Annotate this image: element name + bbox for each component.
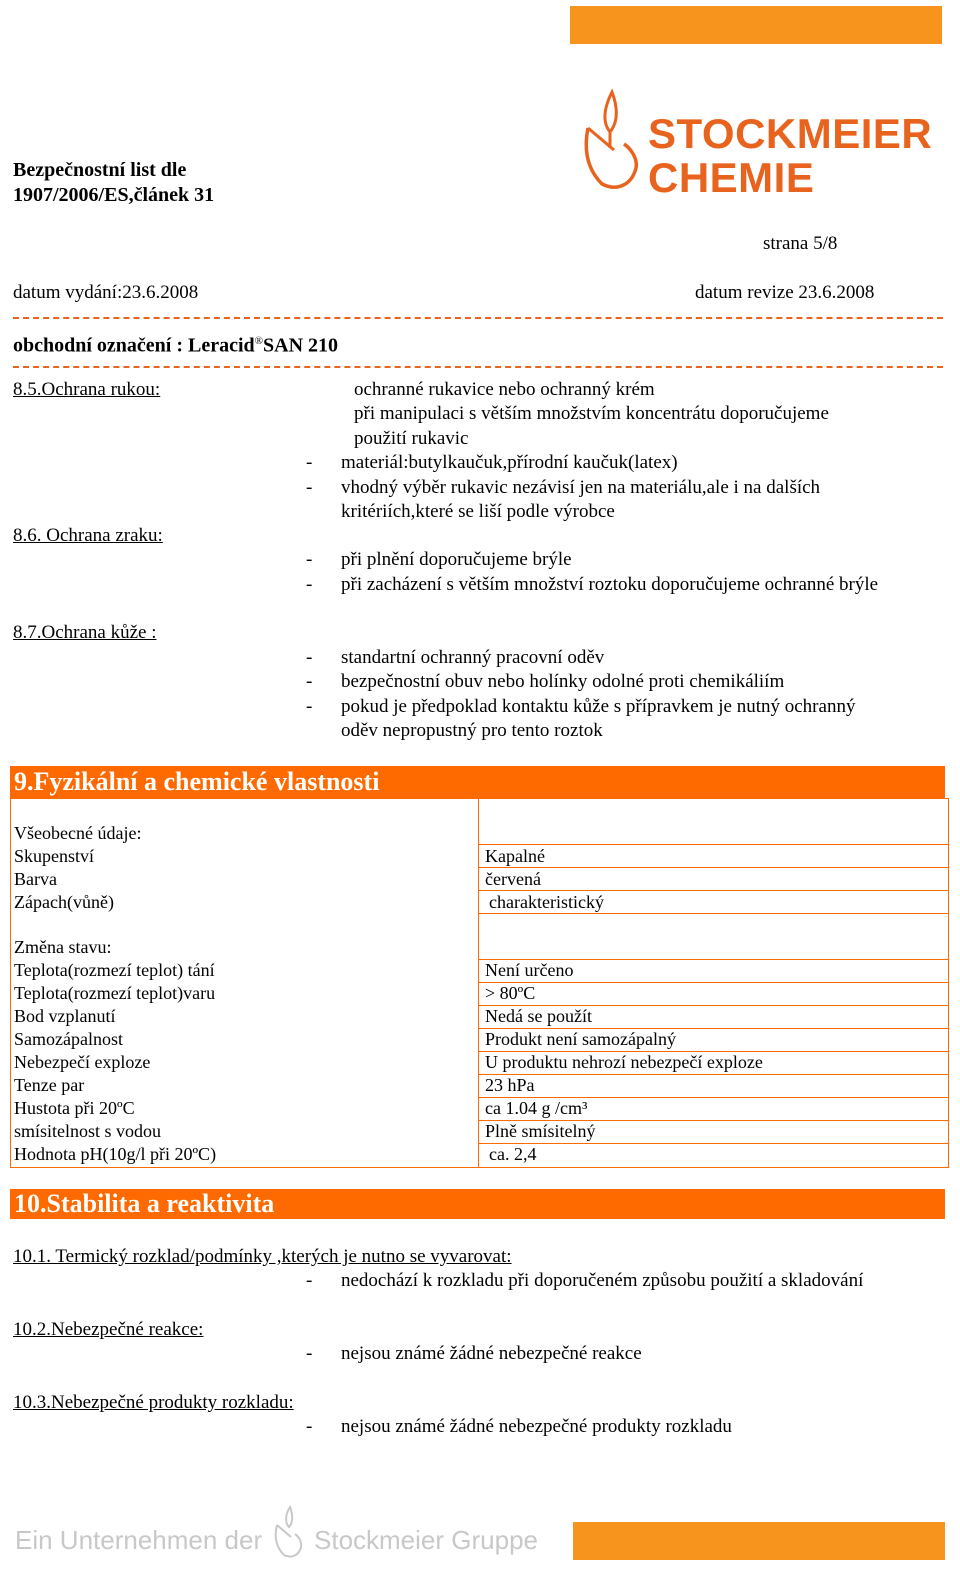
page-number: strana 5/8 [763, 233, 838, 254]
properties-table [10, 798, 949, 1168]
doc-title-line1: Bezpečnostní list dle [13, 159, 187, 181]
hazardous-reactions-label: 10.2.Nebezpečné reakce: [13, 1319, 204, 1340]
property-value: ca 1.04 g /cm³ [485, 1098, 588, 1118]
bullet-dash: - [306, 696, 313, 717]
property-value: Plně smísitelný [485, 1121, 596, 1141]
section-10-title: 10.Stabilita a reaktivita [14, 1189, 275, 1218]
property-label: Hustota při 20ºC [14, 1098, 135, 1118]
flask-leaf-icon [270, 1505, 304, 1561]
eyes-bullet: při zacházení s větším množství roztoku doporučujeme ochranné brýle [341, 574, 879, 595]
property-label: Nebezpečí exploze [14, 1052, 151, 1072]
table-row-line [478, 982, 948, 983]
section-10-header [10, 1189, 945, 1219]
logo-text-chemie: CHEMIE [648, 154, 815, 201]
registered-mark: ® [254, 335, 264, 347]
hands-text: použití rukavic [354, 428, 469, 449]
property-label: Barva [14, 869, 57, 889]
hands-text: ochranné rukavice nebo ochranný krém [354, 379, 655, 400]
property-label: Teplota(rozmezí teplot) tání [14, 960, 215, 980]
hands-bullet: kritériích,které se liší podle výrobce [341, 501, 615, 522]
property-label: smísitelnost s vodou [14, 1121, 162, 1141]
property-value: Není určeno [485, 960, 574, 980]
property-label: Zápach(vůně) [14, 892, 114, 912]
revision-date: datum revize 23.6.2008 [695, 282, 875, 303]
stability-bullet: nejsou známé žádné nebezpečné produkty rozkladu [341, 1416, 732, 1437]
general-heading: Všeobecné údaje: [14, 823, 142, 843]
skin-bullet: bezpečnostní obuv nebo holínky odolné proti chemikáliím [341, 671, 785, 692]
bullet-dash: - [306, 549, 313, 570]
stability-bullet: nedochází k rozkladu při doporučeném způsobu použití a skladování [341, 1270, 864, 1291]
hands-bullet: vhodný výběr rukavic nezávisí jen na materiálu,ale i na dalších [341, 477, 821, 498]
property-label: Teplota(rozmezí teplot)varu [14, 983, 216, 1003]
logo-text-stockmeier: STOCKMEIER [648, 110, 933, 157]
property-label: Bod vzplanutí [14, 1006, 116, 1026]
decomposition-products-label: 10.3.Nebezpečné produkty rozkladu: [13, 1392, 294, 1413]
bullet-dash: - [306, 1343, 313, 1364]
doc-title-line2: 1907/2006/ES,článek 31 [13, 184, 215, 206]
bullet-dash: - [306, 477, 313, 498]
thermal-decomposition-label: 10.1. Termický rozklad/podmínky ,kterých je nutno se vyvarovat: [13, 1246, 512, 1267]
bullet-dash: - [306, 1270, 313, 1291]
company-logo [574, 88, 944, 201]
stability-bullet: nejsou známé žádné nebezpečné reakce [341, 1343, 642, 1364]
property-value: Nedá se použít [485, 1006, 592, 1026]
flask-leaf-icon [574, 88, 644, 198]
divider-line [13, 317, 943, 319]
issue-date: datum vydání:23.6.2008 [13, 282, 199, 303]
footer-company-text: Ein Unternehmen der [15, 1525, 263, 1555]
divider-line [13, 366, 943, 368]
bullet-dash: - [306, 574, 313, 595]
property-label: Skupenství [14, 846, 95, 866]
skin-bullet: oděv nepropustný pro tento roztok [341, 720, 603, 741]
table-row-line [478, 867, 948, 868]
property-value: U produktu nehrozí nebezpečí exploze [485, 1052, 763, 1072]
bullet-dash: - [306, 671, 313, 692]
bullet-dash: - [306, 1416, 313, 1437]
trade-name [13, 329, 338, 358]
footer-group-text: Stockmeier Gruppe [314, 1525, 538, 1555]
bullet-dash: - [306, 452, 313, 473]
trade-name-suffix: SAN 210 [263, 334, 339, 357]
state-heading: Změna stavu: [14, 937, 112, 957]
table-column-divider [478, 799, 479, 1167]
table-row-line [478, 844, 948, 845]
footer-orange-bar [573, 1522, 945, 1560]
property-label: Hodnota pH(10g/l při 20ºC) [14, 1144, 217, 1164]
top-orange-bar [570, 6, 942, 44]
eye-protection-label: 8.6. Ochrana zraku: [13, 525, 163, 546]
hands-protection-label: 8.5.Ochrana rukou: [13, 379, 161, 400]
property-label: Samozápalnost [14, 1029, 123, 1049]
property-value: ca. 2,4 [489, 1144, 537, 1164]
property-label: Tenze par [14, 1075, 85, 1095]
property-value: Produkt není samozápalný [485, 1029, 676, 1049]
property-value: charakteristický [489, 892, 604, 912]
hands-bullet: materiál:butylkaučuk,přírodní kaučuk(latex) [341, 452, 678, 473]
property-value: 23 hPa [485, 1075, 535, 1095]
bullet-dash: - [306, 647, 313, 668]
property-value: > 80ºC [485, 983, 536, 1003]
hands-text: při manipulaci s větším množstvím koncentrátu doporučujeme [354, 403, 829, 424]
section-9-title: 9.Fyzikální a chemické vlastnosti [14, 767, 380, 796]
trade-name-prefix: obchodní označení : Leracid [13, 334, 255, 357]
table-row-line [478, 1143, 948, 1144]
section-9-header [10, 766, 945, 798]
property-value: Kapalné [485, 846, 545, 866]
property-value: červená [485, 869, 541, 889]
eyes-bullet: při plnění doporučujeme brýle [341, 549, 572, 570]
skin-bullet: pokud je předpoklad kontaktu kůže s přípravkem je nutný ochranný [341, 696, 856, 717]
skin-protection-label: 8.7.Ochrana kůže : [13, 622, 157, 643]
table-row-line [478, 1074, 948, 1075]
skin-bullet: standartní ochranný pracovní oděv [341, 647, 605, 668]
